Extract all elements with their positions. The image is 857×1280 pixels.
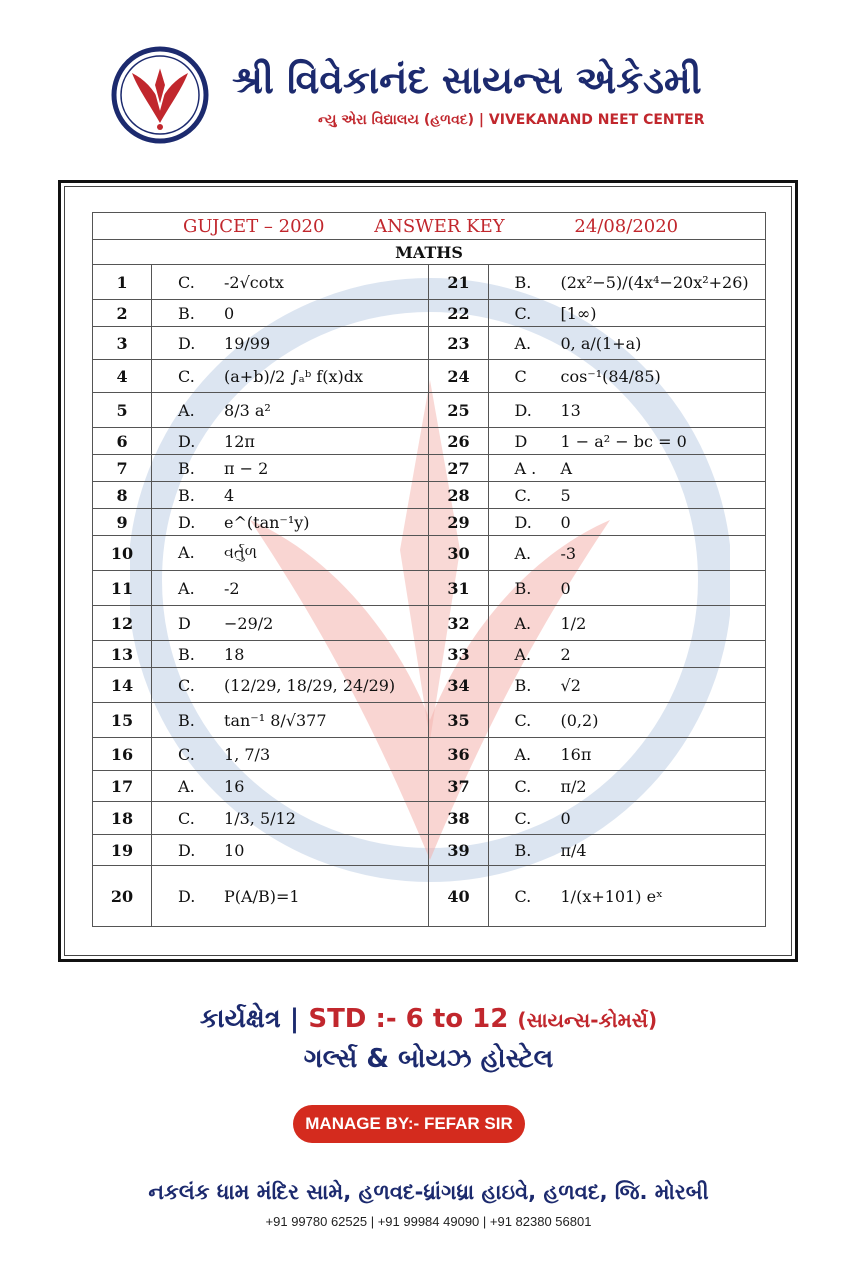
- answer-cell: [152, 393, 429, 428]
- answer-cell: [152, 455, 429, 482]
- table-row: [93, 571, 766, 606]
- question-number: 35: [429, 703, 488, 738]
- answer-cell: [488, 571, 766, 606]
- answer-value: 16π: [560, 744, 592, 764]
- question-number: 31: [429, 571, 488, 606]
- option-letter: C.: [514, 710, 532, 730]
- table-row: [93, 641, 766, 668]
- table-row: [93, 738, 766, 771]
- question-number: 18: [93, 802, 152, 835]
- phone-numbers: +91 99780 62525 | +91 99984 49090 | +91 82380 56801: [265, 1214, 592, 1229]
- answer-cell: [488, 300, 766, 327]
- option-letter: D.: [514, 512, 532, 532]
- answer-value: A: [560, 458, 573, 478]
- option-letter: B.: [514, 272, 532, 292]
- option-letter: D.: [178, 840, 196, 860]
- table-row: [93, 835, 766, 866]
- answer-cell: [488, 606, 766, 641]
- answer-value: 1/2: [560, 613, 587, 633]
- answer-cell: [488, 802, 766, 835]
- answer-key-table: [92, 212, 766, 927]
- answer-value: cos⁻¹(84/85): [560, 366, 661, 386]
- option-letter: D.: [178, 512, 196, 532]
- brand-title: શ્રી વિવેકાનંદ સાયન્સ એકેડમી: [232, 58, 702, 102]
- option-letter: A.: [178, 578, 195, 598]
- option-letter: B.: [178, 644, 195, 664]
- question-number: 28: [429, 482, 488, 509]
- question-number: 37: [429, 771, 488, 802]
- answer-value: 16: [224, 776, 245, 796]
- question-number: 26: [429, 428, 488, 455]
- question-number: 11: [93, 571, 152, 606]
- option-letter: D: [178, 613, 191, 633]
- option-letter: B.: [514, 675, 532, 695]
- answer-cell: [488, 360, 766, 393]
- question-number: 10: [93, 536, 152, 571]
- question-number: 23: [429, 327, 488, 360]
- answer-cell: [488, 428, 766, 455]
- question-number: 2: [93, 300, 152, 327]
- table-row: [93, 802, 766, 835]
- option-letter: D.: [514, 400, 532, 420]
- hostel-label: ગર્લ્સ & બોયઝ હોસ્ટેલ: [303, 1044, 554, 1074]
- answer-value: વર્તુળ: [224, 543, 258, 562]
- answer-value: 0: [560, 578, 571, 598]
- answer-cell: [152, 606, 429, 641]
- option-letter: D.: [178, 333, 196, 353]
- brand-subtitle: ન્યુ એરા વિદ્યાલય (હળવદ) | VIVEKANAND NEET CENTER: [318, 112, 705, 128]
- answer-cell: [488, 482, 766, 509]
- subject-label: MATHS: [93, 240, 766, 265]
- answer-cell: [488, 641, 766, 668]
- answer-cell: [152, 802, 429, 835]
- answer-value: [1∞): [560, 303, 597, 323]
- answer-cell: [152, 703, 429, 738]
- std-label: STD :- 6 to 12: [308, 1004, 509, 1034]
- option-letter: A .: [514, 458, 537, 478]
- table-row: [93, 265, 766, 300]
- answer-cell: [152, 482, 429, 509]
- table-row: [93, 428, 766, 455]
- option-letter: C.: [514, 303, 532, 323]
- question-number: 7: [93, 455, 152, 482]
- table-row: [93, 300, 766, 327]
- workspace-label: કાર્યક્ષેત્ર |: [199, 1004, 300, 1034]
- question-number: 34: [429, 668, 488, 703]
- answer-cell: [488, 703, 766, 738]
- answer-value: -2: [224, 578, 240, 598]
- option-letter: D.: [178, 886, 196, 906]
- table-row: [93, 703, 766, 738]
- option-letter: B.: [514, 578, 532, 598]
- option-letter: D: [514, 431, 528, 451]
- option-letter: B.: [178, 458, 195, 478]
- question-number: 14: [93, 668, 152, 703]
- table-row: [93, 327, 766, 360]
- question-number: 16: [93, 738, 152, 771]
- table-row: [93, 482, 766, 509]
- option-letter: D.: [178, 431, 196, 451]
- table-row: [93, 668, 766, 703]
- book-pen-logo-icon: [110, 45, 210, 145]
- table-row: [93, 509, 766, 536]
- question-number: 12: [93, 606, 152, 641]
- question-number: 3: [93, 327, 152, 360]
- answer-cell: [152, 641, 429, 668]
- question-number: 29: [429, 509, 488, 536]
- answer-value: 0: [224, 303, 235, 323]
- question-number: 8: [93, 482, 152, 509]
- answer-cell: [488, 668, 766, 703]
- option-letter: A.: [514, 744, 532, 764]
- answer-cell: [152, 509, 429, 536]
- option-letter: A.: [514, 613, 532, 633]
- answer-value: 18: [224, 644, 245, 664]
- answer-value: 0, a/(1+a): [560, 333, 642, 353]
- answer-rows: [93, 265, 766, 927]
- answer-cell: [488, 835, 766, 866]
- question-number: 24: [429, 360, 488, 393]
- question-number: 30: [429, 536, 488, 571]
- answer-value: 0: [560, 512, 571, 532]
- answer-value: e^(tan⁻¹y): [224, 512, 310, 532]
- answer-cell: [152, 866, 429, 927]
- answer-cell: [152, 835, 429, 866]
- answer-value: √2: [560, 675, 581, 695]
- answer-cell: [488, 509, 766, 536]
- answer-value: 5: [560, 485, 571, 505]
- answer-cell: [152, 668, 429, 703]
- answer-value: -3: [560, 543, 577, 563]
- answer-cell: [152, 265, 429, 300]
- answer-value: -2√cotx: [224, 272, 284, 292]
- option-letter: B.: [178, 710, 195, 730]
- answer-cell: [488, 455, 766, 482]
- option-letter: C.: [178, 808, 195, 828]
- question-number: 39: [429, 835, 488, 866]
- option-letter: A.: [514, 543, 532, 563]
- answer-cell: [152, 428, 429, 455]
- option-letter: C.: [514, 886, 532, 906]
- question-number: 20: [93, 866, 152, 927]
- answer-value: π/2: [560, 776, 587, 796]
- option-letter: C.: [178, 744, 195, 764]
- answer-value: (a+b)/2 ∫ₐᵇ f(x)dx: [224, 366, 364, 386]
- table-row: [93, 455, 766, 482]
- table-row: [93, 360, 766, 393]
- answer-cell: [488, 866, 766, 927]
- answer-value: 19/99: [224, 333, 271, 353]
- question-number: 13: [93, 641, 152, 668]
- question-number: 33: [429, 641, 488, 668]
- answer-value: tan⁻¹ 8/√377: [224, 710, 327, 730]
- answer-value: 13: [560, 400, 581, 420]
- question-number: 9: [93, 509, 152, 536]
- answer-cell: [488, 738, 766, 771]
- header: [0, 0, 857, 170]
- answer-value: (0,2): [560, 710, 599, 730]
- answer-cell: [152, 738, 429, 771]
- question-number: 27: [429, 455, 488, 482]
- answer-value: 1 − a² − bc = 0: [560, 431, 687, 451]
- option-letter: B.: [178, 303, 195, 323]
- answer-cell: [152, 536, 429, 571]
- answer-value: 1/(x+101) eˣ: [560, 886, 663, 906]
- question-number: 25: [429, 393, 488, 428]
- answer-value: 8/3 a²: [224, 400, 271, 420]
- answer-cell: [488, 771, 766, 802]
- table-row: [93, 866, 766, 927]
- answer-cell: [152, 571, 429, 606]
- answer-cell: [152, 771, 429, 802]
- option-letter: C.: [178, 366, 195, 386]
- answer-value: (12/29, 18/29, 24/29): [224, 675, 396, 695]
- option-letter: A.: [514, 333, 532, 353]
- option-letter: C.: [514, 485, 532, 505]
- answer-value: 12π: [224, 431, 255, 451]
- question-number: 21: [429, 265, 488, 300]
- option-letter: B.: [514, 840, 532, 860]
- address: નકલંક ધામ મંદિર સામે, હળવદ-ધ્રાંગધ્રા હાઇવે, હળવદ, જિ. મોરબી: [148, 1180, 709, 1204]
- question-number: 17: [93, 771, 152, 802]
- answer-cell: [488, 536, 766, 571]
- manage-badge: MANAGE BY:- FEFAR SIR: [293, 1105, 525, 1143]
- sheet-title: ANSWER KEY: [374, 215, 505, 237]
- exam-name: GUJCET – 2020: [183, 215, 325, 237]
- option-letter: A.: [178, 543, 195, 562]
- answer-cell: [152, 360, 429, 393]
- answer-value: π/4: [560, 840, 587, 860]
- answer-value: π − 2: [224, 458, 269, 478]
- subject-row: [93, 240, 766, 265]
- table-row: [93, 393, 766, 428]
- option-letter: A.: [178, 400, 195, 420]
- answer-value: 1/3, 5/12: [224, 808, 296, 828]
- stream-label: (સાયન્સ-કોમર્સ): [517, 1008, 658, 1032]
- option-letter: C.: [514, 808, 532, 828]
- answer-value: (2x²−5)/(4x⁴−20x²+26): [560, 272, 749, 292]
- table-row: [93, 536, 766, 571]
- answer-value: 0: [560, 808, 571, 828]
- question-number: 36: [429, 738, 488, 771]
- option-letter: C.: [514, 776, 532, 796]
- exam-date: 24/08/2020: [574, 215, 679, 237]
- answer-value: 10: [224, 840, 245, 860]
- table-row: [93, 771, 766, 802]
- answer-value: 2: [560, 644, 571, 664]
- question-number: 22: [429, 300, 488, 327]
- option-letter: C: [514, 366, 527, 386]
- option-letter: B.: [178, 485, 195, 505]
- answer-value: 1, 7/3: [224, 744, 271, 764]
- question-number: 15: [93, 703, 152, 738]
- question-number: 5: [93, 393, 152, 428]
- answer-value: 4: [224, 485, 235, 505]
- table-header-row: [93, 213, 766, 240]
- question-number: 38: [429, 802, 488, 835]
- option-letter: C.: [178, 675, 195, 695]
- answer-cell: [152, 300, 429, 327]
- option-letter: A.: [178, 776, 195, 796]
- option-letter: A.: [514, 644, 532, 664]
- question-number: 1: [93, 265, 152, 300]
- question-number: 40: [429, 866, 488, 927]
- question-number: 32: [429, 606, 488, 641]
- question-number: 6: [93, 428, 152, 455]
- answer-cell: [488, 327, 766, 360]
- answer-cell: [488, 265, 766, 300]
- answer-value: P(A/B)=1: [224, 886, 300, 906]
- option-letter: C.: [178, 272, 195, 292]
- answer-cell: [152, 327, 429, 360]
- footer-line-1: [0, 1004, 857, 1035]
- answer-value: −29/2: [224, 613, 274, 633]
- answer-cell: [488, 393, 766, 428]
- question-number: 19: [93, 835, 152, 866]
- question-number: 4: [93, 360, 152, 393]
- table-row: [93, 606, 766, 641]
